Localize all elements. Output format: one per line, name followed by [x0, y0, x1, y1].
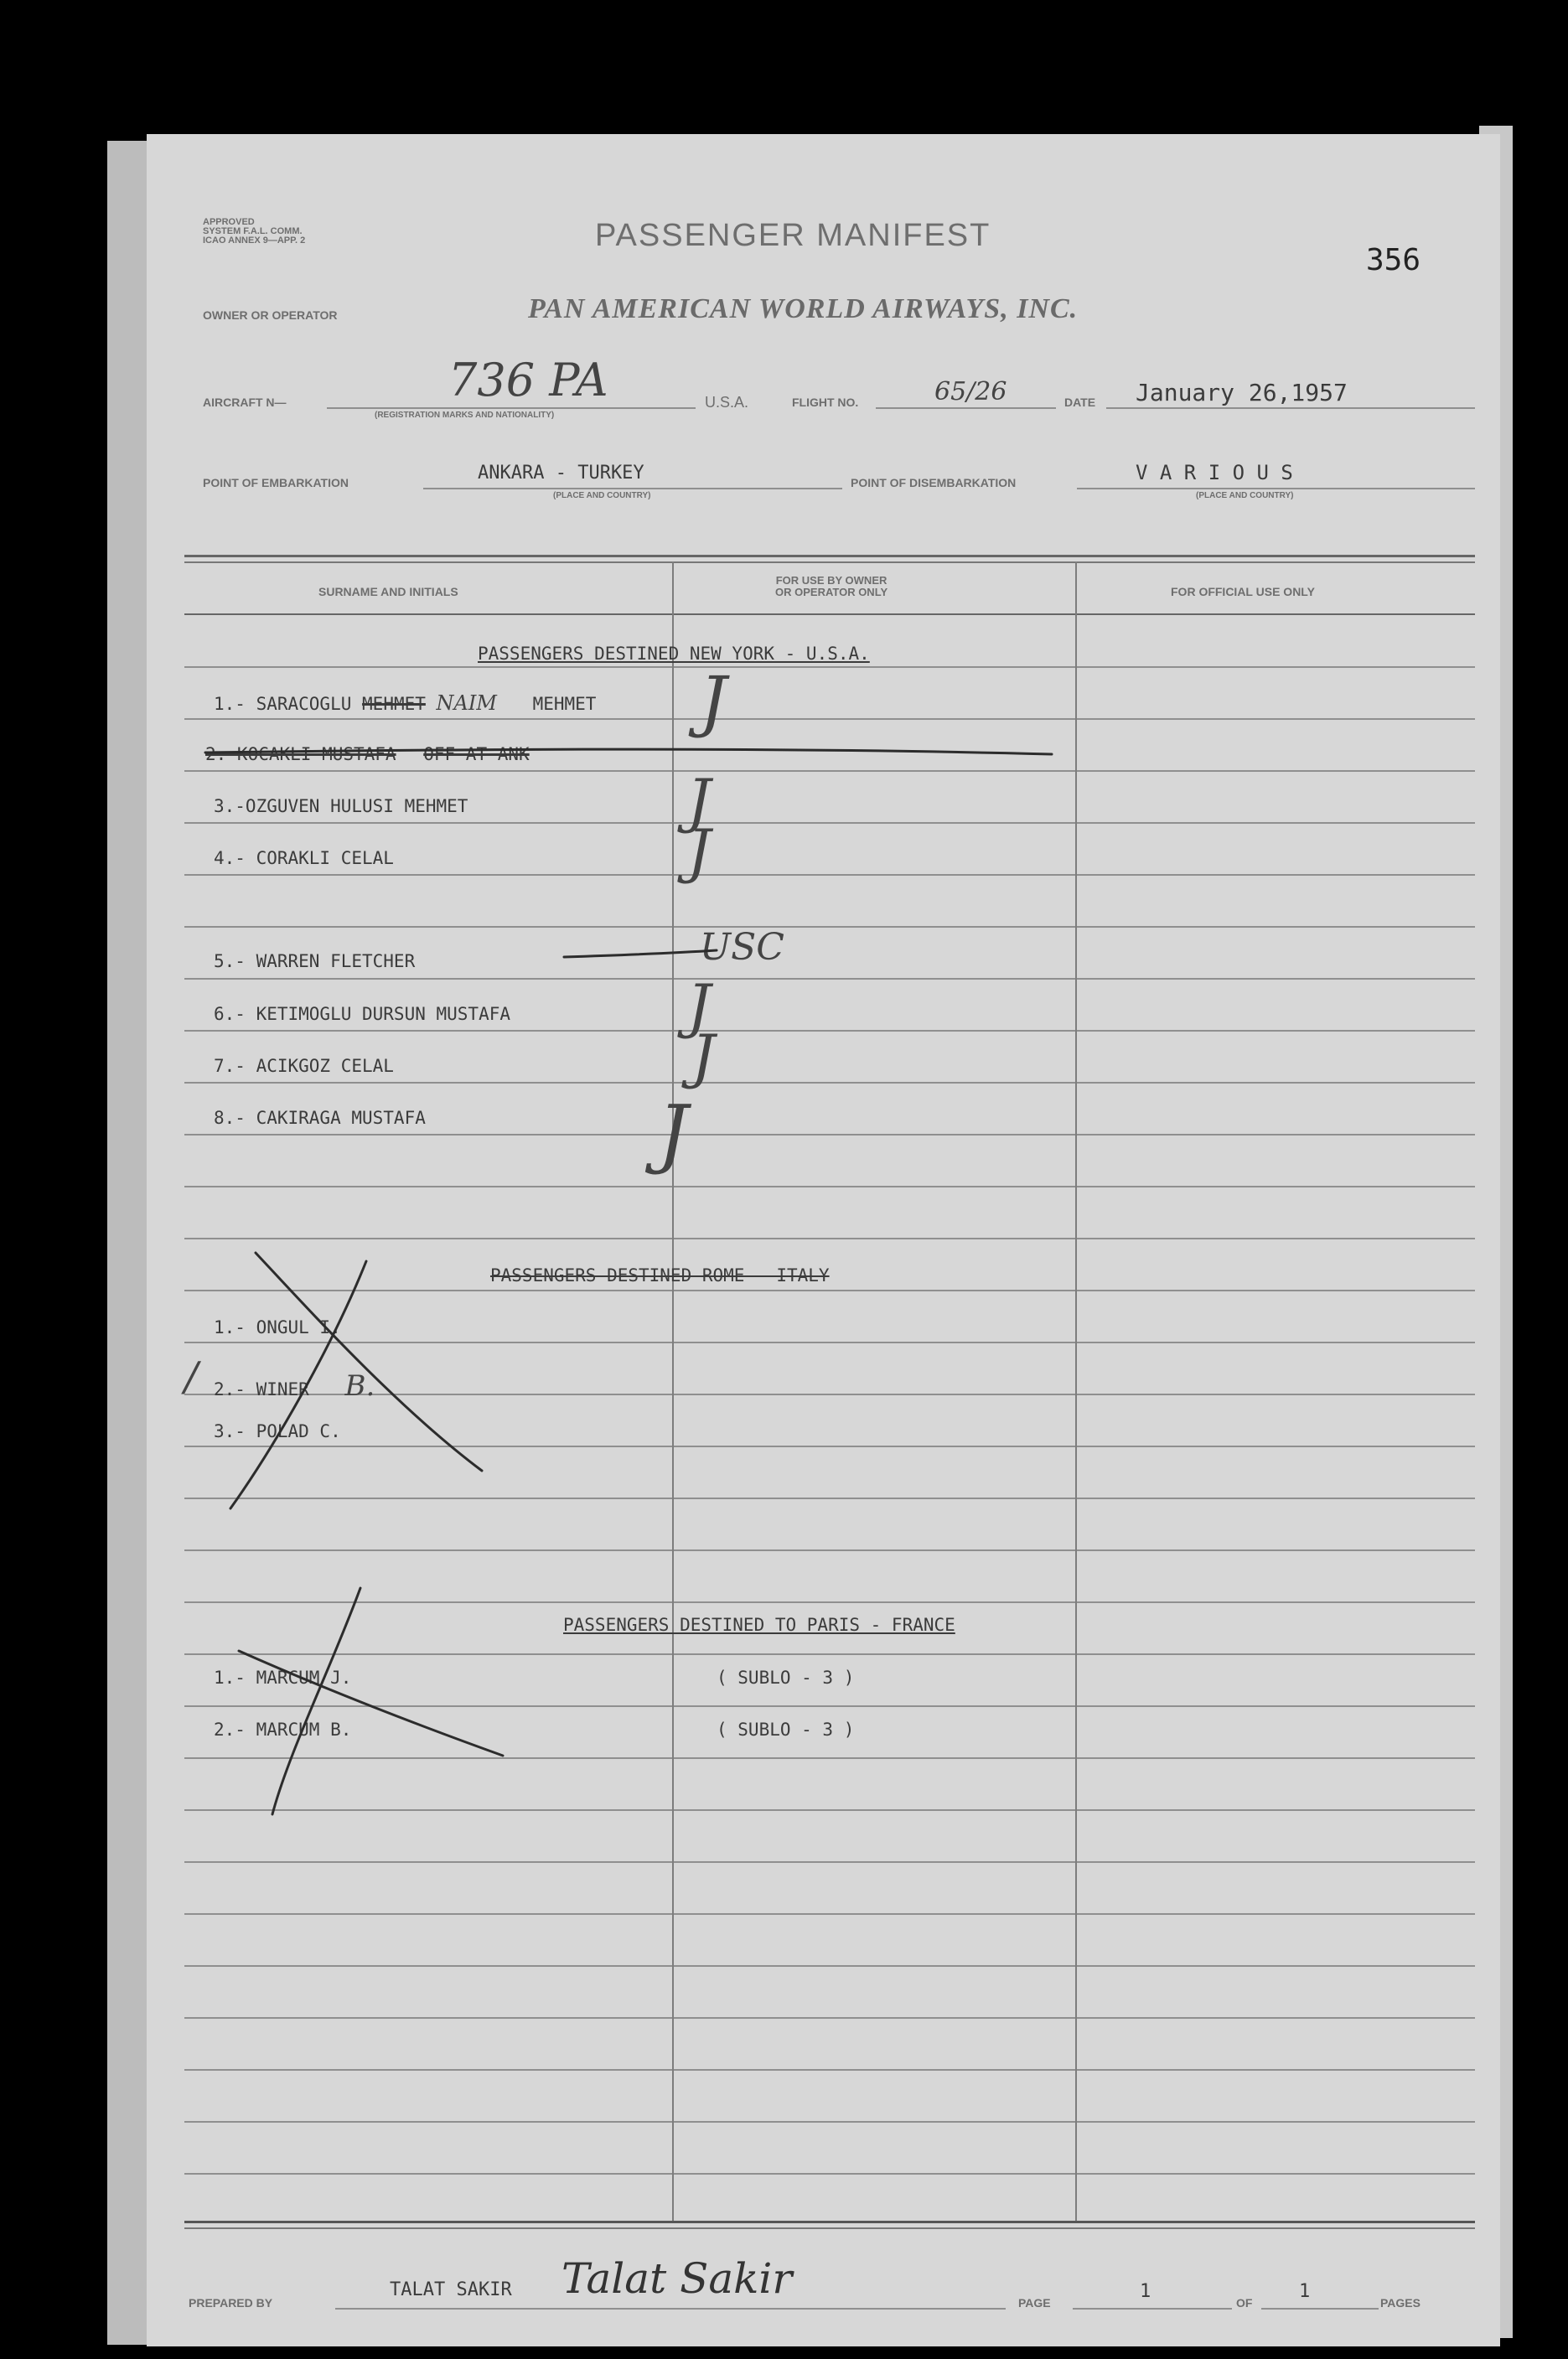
usa-label: U.S.A.: [705, 394, 749, 411]
col-surname: SURNAME AND INITIALS: [318, 585, 458, 598]
passenger-row: 1.- MARCUM J.: [214, 1668, 352, 1688]
disembark-note: (PLACE AND COUNTRY): [1196, 491, 1294, 500]
col-owner-use-line: FOR USE BY OWNER: [775, 574, 887, 587]
prepared-label: PREPARED BY: [189, 2296, 273, 2310]
check-mark: USC: [700, 926, 784, 969]
flight-value: 65/26: [934, 377, 1007, 406]
passenger-row: 3.- POLAD C.: [214, 1421, 341, 1441]
row-note: OFF AT ANK: [423, 744, 530, 764]
check-mark: J: [687, 972, 712, 1041]
approval-line: SYSTEM F.A.L. COMM.: [203, 226, 303, 236]
col-owner-use-line: OR OPERATOR ONLY: [775, 586, 888, 598]
approval-line: ICAO ANNEX 9—APP. 2: [203, 235, 306, 246]
section-heading-rome: PASSENGERS DESTINED ROME - ITALY: [490, 1265, 830, 1286]
passenger-name: 2.- WINER: [214, 1379, 309, 1399]
pages-label: PAGES: [1380, 2296, 1421, 2310]
struck-name: MEHMET: [362, 694, 426, 714]
col-official: FOR OFFICIAL USE ONLY: [1171, 585, 1315, 598]
check-mark: J: [687, 817, 712, 886]
embark-note: (PLACE AND COUNTRY): [553, 491, 651, 500]
passenger-row: 3.-OZGUVEN HULUSI MEHMET: [214, 796, 468, 816]
check-mark: J: [687, 767, 712, 835]
sheet-number: 356: [1366, 243, 1421, 277]
aircraft-label: AIRCRAFT N—: [203, 396, 287, 409]
passenger-row: 5.- WARREN FLETCHER: [214, 951, 416, 971]
page-label: PAGE: [1018, 2296, 1051, 2310]
handwritten-name: NAIM: [436, 691, 497, 715]
check-mark: J: [700, 662, 727, 740]
passenger-row: 6.- KETIMOGLU DURSUN MUSTAFA: [214, 1004, 511, 1024]
section-heading-new-york: PASSENGERS DESTINED NEW YORK - U.S.A.: [478, 644, 870, 664]
date-label: DATE: [1064, 396, 1096, 409]
owner-value: PAN AMERICAN WORLD AIRWAYS, INC.: [528, 293, 1079, 324]
check-mark: J: [691, 1022, 716, 1091]
margin-mark: /: [184, 1353, 199, 1400]
passenger-row: 8.- CAKIRAGA MUSTAFA: [214, 1108, 426, 1128]
flight-label: FLIGHT NO.: [792, 396, 859, 409]
row-note: ( SUBLO - 3 ): [717, 1720, 855, 1740]
passenger-row: 7.- ACIKGOZ CELAL: [214, 1056, 394, 1076]
passenger-row: 1.- ONGUL I.: [214, 1317, 341, 1337]
cross-paris-a: [239, 1651, 503, 1756]
section-heading-paris: PASSENGERS DESTINED TO PARIS - FRANCE: [563, 1615, 955, 1635]
strike-line-row-2: [205, 749, 1052, 754]
disembark-label: POINT OF DISEMBARKATION: [851, 476, 1017, 489]
strike-line-usc: [564, 950, 717, 957]
passenger-name: 1.- SARACOGLU: [214, 694, 352, 714]
disembark-value: V A R I O U S: [1136, 461, 1293, 484]
passenger-row: 2.- MARCUM B.: [214, 1720, 352, 1740]
prepared-value: TALAT SAKIR: [390, 2279, 512, 2300]
passenger-name: MEHMET: [532, 694, 597, 714]
row-note: ( SUBLO - 3 ): [717, 1668, 855, 1688]
aircraft-value: 736 PA: [448, 354, 608, 406]
of-value: 1: [1299, 2281, 1311, 2302]
manifest-page: [147, 134, 1500, 2346]
of-label: OF: [1236, 2296, 1253, 2310]
owner-label: OWNER OR OPERATOR: [203, 308, 338, 322]
embark-label: POINT OF EMBARKATION: [203, 476, 349, 489]
page-title: PASSENGER MANIFEST: [595, 218, 991, 253]
embark-value: ANKARA - TURKEY: [478, 463, 644, 484]
date-value: January 26,1957: [1136, 379, 1348, 406]
handwritten-initial: B.: [344, 1369, 375, 1403]
page-value: 1: [1140, 2281, 1151, 2302]
handwriting-overlay: [147, 134, 1500, 2346]
signature: Talat Sakir: [561, 2254, 793, 2303]
passenger-row: 4.- CORAKLI CELAL: [214, 848, 394, 868]
check-mark: J: [658, 1089, 689, 1177]
aircraft-note: (REGISTRATION MARKS AND NATIONALITY): [375, 411, 555, 420]
cross-paris-b: [272, 1588, 360, 1814]
passenger-name: 2.-KOCAKLI MUSTAFA: [205, 744, 396, 764]
cross-rome-a: [256, 1253, 482, 1471]
approval-line: APPROVED: [203, 217, 255, 227]
